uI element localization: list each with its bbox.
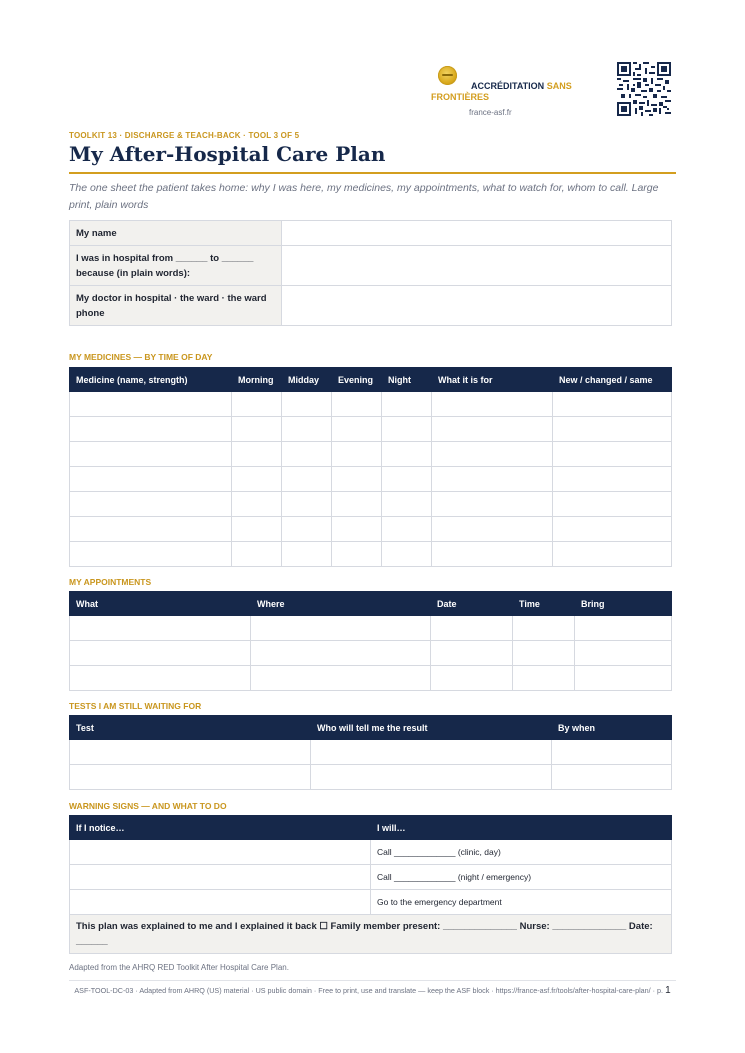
- section-heading-appointments: MY APPOINTMENTS: [69, 577, 152, 587]
- table-cell[interactable]: [282, 392, 332, 417]
- action-call-emergency: Call _____________ (night / emergency): [371, 865, 672, 890]
- table-cell[interactable]: [70, 840, 371, 865]
- table-cell[interactable]: [282, 467, 332, 492]
- header: [0, 62, 745, 122]
- col-header-if-i-notice: If I notice…: [70, 816, 371, 840]
- table-row: [70, 417, 672, 442]
- table-cell[interactable]: [432, 467, 553, 492]
- table-cell[interactable]: [382, 517, 432, 542]
- table-cell[interactable]: [382, 492, 432, 517]
- table-row: [70, 467, 672, 492]
- col-header-morning: Morning: [232, 368, 282, 392]
- table-cell[interactable]: [431, 616, 513, 641]
- col-header-by-when: By when: [552, 716, 672, 740]
- table-row: [70, 865, 672, 890]
- table-cell[interactable]: [332, 467, 382, 492]
- table-cell[interactable]: [332, 442, 382, 467]
- col-header-date: Date: [431, 592, 513, 616]
- brand-part2: SANS: [546, 81, 572, 91]
- info-label-doctor: My doctor in hospital · the ward · the ward phone: [70, 286, 282, 326]
- table-header-row: [70, 716, 672, 740]
- col-header-test: Test: [70, 716, 311, 740]
- footer-divider: [69, 980, 676, 981]
- table-cell[interactable]: [553, 417, 672, 442]
- table-cell[interactable]: [311, 740, 552, 765]
- table-cell[interactable]: [70, 517, 232, 542]
- table-cell[interactable]: [70, 442, 232, 467]
- table-row: [70, 492, 672, 517]
- table-header-row: [70, 816, 672, 840]
- table-cell[interactable]: [553, 392, 672, 417]
- table-cell[interactable]: [70, 417, 232, 442]
- col-header-medicine: Medicine (name, strength): [70, 368, 232, 392]
- table-row: [70, 641, 672, 666]
- table-cell[interactable]: [382, 467, 432, 492]
- warning-signs-table: [69, 815, 672, 954]
- table-cell[interactable]: [70, 467, 232, 492]
- col-header-where: Where: [251, 592, 431, 616]
- table-cell[interactable]: [332, 492, 382, 517]
- table-cell[interactable]: [553, 442, 672, 467]
- table-row: [70, 890, 672, 915]
- table-cell[interactable]: [251, 641, 431, 666]
- table-cell[interactable]: [432, 542, 553, 567]
- table-cell[interactable]: [70, 865, 371, 890]
- col-header-i-will: I will…: [371, 816, 672, 840]
- table-cell[interactable]: [382, 542, 432, 567]
- col-header-bring: Bring: [575, 592, 672, 616]
- table-cell[interactable]: [382, 392, 432, 417]
- section-heading-tests: TESTS I AM STILL WAITING FOR: [69, 701, 202, 711]
- action-call-clinic: Call _____________ (clinic, day): [371, 840, 672, 865]
- info-field-stay[interactable]: [282, 246, 672, 286]
- toolkit-kicker: TOOLKIT 13 · DISCHARGE & TEACH-BACK · TOOL 3 OF 5: [69, 131, 300, 140]
- table-header-row: [70, 368, 672, 392]
- brand-name: [431, 81, 601, 103]
- table-header-row: [70, 592, 672, 616]
- col-header-what: What: [70, 592, 251, 616]
- table-cell[interactable]: [332, 542, 382, 567]
- table-cell[interactable]: [282, 417, 332, 442]
- qr-code-icon: [617, 62, 671, 116]
- table-cell[interactable]: [553, 517, 672, 542]
- col-header-midday: Midday: [282, 368, 332, 392]
- table-row: [70, 666, 672, 691]
- table-cell[interactable]: [251, 666, 431, 691]
- table-cell[interactable]: [70, 765, 311, 790]
- col-header-purpose: What it is for: [432, 368, 553, 392]
- table-cell[interactable]: [553, 492, 672, 517]
- table-cell[interactable]: [432, 442, 553, 467]
- page-subtitle: The one sheet the patient takes home: why I was here, my medicines, my appointments, what to watch for, whom to call. Large print, plain words: [69, 182, 659, 211]
- table-cell[interactable]: [513, 616, 575, 641]
- table-cell[interactable]: [70, 641, 251, 666]
- section-heading-warnings: WARNING SIGNS — AND WHAT TO DO: [69, 801, 227, 811]
- section-heading-medicines: MY MEDICINES — BY TIME OF DAY: [69, 352, 213, 362]
- info-label-stay: I was in hospital from ______ to ______ because (in plain words):: [70, 246, 282, 286]
- table-cell[interactable]: [575, 616, 672, 641]
- table-cell[interactable]: [332, 517, 382, 542]
- table-row: [70, 392, 672, 417]
- table-cell[interactable]: [431, 666, 513, 691]
- brand-part1: ACCRÉDITATION: [471, 81, 545, 91]
- brand-part3: FRONTIÈRES: [431, 92, 490, 102]
- table-cell[interactable]: [70, 740, 311, 765]
- medicines-table: [69, 367, 672, 567]
- table-cell[interactable]: [70, 890, 371, 915]
- info-field-name[interactable]: [282, 221, 672, 246]
- table-row: [70, 517, 672, 542]
- title-divider: [69, 172, 676, 174]
- info-label-name: My name: [70, 221, 282, 246]
- col-header-time: Time: [513, 592, 575, 616]
- table-row: [70, 286, 672, 326]
- table-cell[interactable]: [70, 666, 251, 691]
- table-row: [70, 740, 672, 765]
- table-cell[interactable]: [232, 542, 282, 567]
- page-footer: [69, 985, 676, 997]
- patient-info-table: [69, 220, 672, 326]
- tests-table: [69, 715, 672, 790]
- col-header-evening: Evening: [332, 368, 382, 392]
- table-cell[interactable]: [552, 740, 672, 765]
- table-cell[interactable]: [332, 417, 382, 442]
- table-cell[interactable]: [232, 392, 282, 417]
- table-cell[interactable]: [513, 641, 575, 666]
- source-note: Adapted from the AHRQ RED Toolkit After Hospital Care Plan.: [69, 963, 289, 972]
- table-row: [70, 221, 672, 246]
- table-cell[interactable]: [432, 392, 553, 417]
- table-cell[interactable]: [432, 417, 553, 442]
- table-cell[interactable]: [552, 765, 672, 790]
- table-row: [70, 765, 672, 790]
- table-row: [70, 840, 672, 865]
- table-cell[interactable]: [232, 492, 282, 517]
- table-cell[interactable]: [575, 666, 672, 691]
- table-row: [70, 616, 672, 641]
- teach-back-attestation[interactable]: This plan was explained to me and I explained it back ☐ Family member present: ______________ Nurse: ______________ Date: ______: [70, 915, 672, 954]
- table-row: [70, 442, 672, 467]
- table-cell[interactable]: [232, 467, 282, 492]
- col-header-status: New / changed / same: [553, 368, 672, 392]
- table-cell[interactable]: [70, 392, 232, 417]
- table-cell[interactable]: [251, 616, 431, 641]
- table-cell[interactable]: [311, 765, 552, 790]
- table-cell[interactable]: [282, 542, 332, 567]
- table-cell[interactable]: [432, 517, 553, 542]
- table-row: [70, 246, 672, 286]
- table-cell[interactable]: [513, 666, 575, 691]
- table-cell[interactable]: [332, 392, 382, 417]
- info-field-doctor[interactable]: [282, 286, 672, 326]
- table-cell[interactable]: [432, 492, 553, 517]
- col-header-night: Night: [382, 368, 432, 392]
- page-number: 1: [665, 985, 671, 996]
- table-row: [70, 542, 672, 567]
- brand-url[interactable]: france-asf.fr: [469, 108, 512, 117]
- col-header-who: Who will tell me the result: [311, 716, 552, 740]
- table-cell[interactable]: [431, 641, 513, 666]
- appointments-table: [69, 591, 672, 691]
- table-cell[interactable]: [382, 442, 432, 467]
- page-title: My After-Hospital Care Plan: [69, 142, 386, 166]
- table-cell[interactable]: [70, 492, 232, 517]
- action-go-emergency: Go to the emergency department: [371, 890, 672, 915]
- table-cell[interactable]: [575, 641, 672, 666]
- table-cell[interactable]: [70, 616, 251, 641]
- table-cell[interactable]: [382, 417, 432, 442]
- table-cell[interactable]: [232, 417, 282, 442]
- table-cell[interactable]: [553, 467, 672, 492]
- table-cell[interactable]: [553, 542, 672, 567]
- table-cell[interactable]: [282, 517, 332, 542]
- footer-text: ASF-TOOL-DC-03 · Adapted from AHRQ (US) material · US public domain · Free to print, use and translate — keep the ASF block · https://france-asf.fr/tools/after-hospital-care-plan/ · p.: [74, 986, 664, 995]
- table-cell[interactable]: [232, 517, 282, 542]
- table-cell[interactable]: [232, 442, 282, 467]
- table-cell[interactable]: [70, 542, 232, 567]
- table-cell[interactable]: [282, 492, 332, 517]
- table-row: [70, 915, 672, 954]
- table-cell[interactable]: [282, 442, 332, 467]
